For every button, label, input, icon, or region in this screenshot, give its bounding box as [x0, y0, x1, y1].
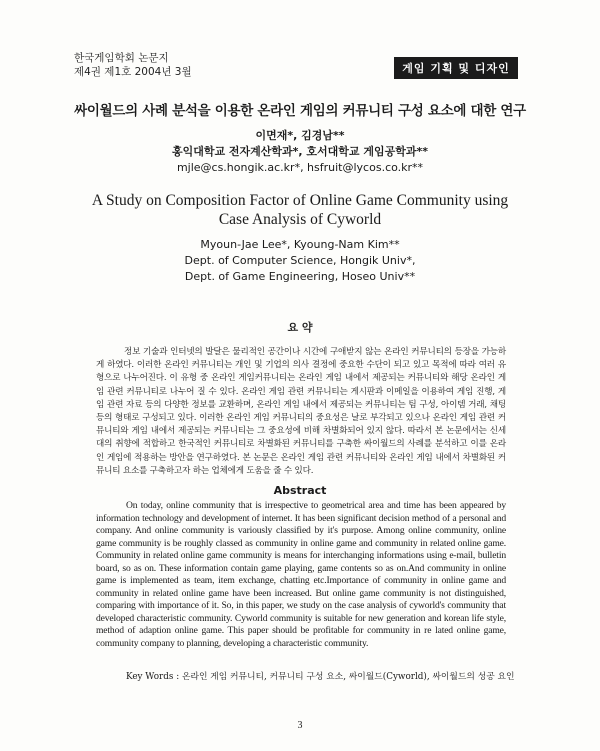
title-korean: 싸이월드의 사례 분석을 이용한 온라인 게임의 커뮤니티 구성 요소에 대한 연구 [74, 103, 526, 119]
author-dept-2: Dept. of Game Engineering, Hoseo Univ** [184, 270, 416, 283]
journal-info [74, 51, 192, 79]
title-english [0, 191, 600, 229]
authors-korean [0, 128, 600, 176]
journal-name: 한국게임학회 논문지 [74, 52, 169, 64]
author-names-english: Myoun-Jae Lee*, Kyoung-Nam Kim** [200, 238, 400, 251]
abstract-korean-body: 정보 기술과 인터넷의 발달은 물리적인 공간이나 시간에 구애받지 않는 온라인 커뮤니티의 등장을 가능하게 하였다. 이러한 온라인 커뮤니티는 개인 및 기업의 의사 결정에 중요한 수단이 되고 있고 목적에 따라 여러 유형으로 나누어진다. 이 유형 중 온라인 게임커뮤니티는 온라인 게임 내에서 제공되는 커뮤니티와 해당 온라인 게임 관련 커뮤니티로 나누어 질 수 있다. 온라인 게임 관련 커뮤니티는 게시판과 이메일을 이용하여 게임 진행, 게임 관련 자료 등의 다양한 정보를 교환하며, 온라인 게임 내에서 제공되는 커뮤니티는 팀 구성, 아이템 거래, 채팅등의 형태로 구성되고 있다. 이러한 온라인 게임 커뮤니티의 중요성은 날로 부각되고 있으나 온라인 게임 관련 커뮤니티와 게임 내에서 제공되는 커뮤니티는 그 중요성에 비해 차별화되어 있지 않다. 따라서 본 논문에서는 신세대의 취향에 적합하고 한국적인 커뮤니티로 차별화된 커뮤니티를 구축한 싸이월드의 사례를 분석하고 이를 온라인 게임에 적용하는 방안을 연구하였다. 본 논문은 온라인 게임 관련 커뮤니티와 온라인 게임 내에서 차별화된 커뮤니티 요소를 구축하고자 하는 업체에게 도움을 줄 수 있다. [96, 347, 506, 476]
abstract-korean-heading: 요 약 [287, 321, 313, 334]
keywords-label: Key Words : [126, 672, 180, 682]
author-dept-1: Dept. of Computer Science, Hongik Univ*, [184, 254, 416, 267]
keywords [126, 669, 515, 682]
author-emails: mjle@cs.hongik.ac.kr*, hsfruit@lycos.co.kr** [176, 161, 424, 174]
title-english-text: A Study on Composition Factor of Online Game Community using Case Analysis of Cyworld [91, 192, 509, 228]
page-number: 3 [297, 720, 303, 731]
author-names-korean: 이면재*, 김경남** [255, 129, 345, 142]
abstract-english-body: On today, online community that is irrespective to geometrical area and time has been appeared by information technology and development of internet. It has been significant decision method of a personal and company. And online community is variously classified by it's purpose. Among online community, online game community is be roughly classed as community in online game and community in related online game. Community in related online game community is means for interchanging informations using e-mail, bulletin board, so as on. These information contain game playing, game contents so as on.And community in online game is implemented as team, item exchange, chatting etc.Importance of community in online game and community in related online game have been increased. But online game community is not distinguished, comparing with importance of it. So, in this paper, we study on the case analysis of cyworld's community that developed characteristic community. Cyworld community is suitable for new generation and korean life style, method of adaption online game. This paper should be profitable for community in re lated online game, community company to planning, developing a characteristic community. [96, 500, 506, 649]
section-tag: 게임 기획 및 디자인 [394, 57, 518, 79]
keywords-value: 온라인 게임 커뮤니티, 커뮤니티 구성 요소, 싸이월드(Cyworld), 싸이월드의 성공 요인 [181, 672, 515, 682]
authors-english [0, 237, 600, 285]
abstract-english-heading: Abstract [273, 484, 327, 497]
journal-issue: 제4권 제1호 2004년 3월 [74, 66, 192, 78]
author-affiliation-korean: 홍익대학교 전자계산학과*, 호서대학교 게임공학과** [171, 145, 429, 158]
